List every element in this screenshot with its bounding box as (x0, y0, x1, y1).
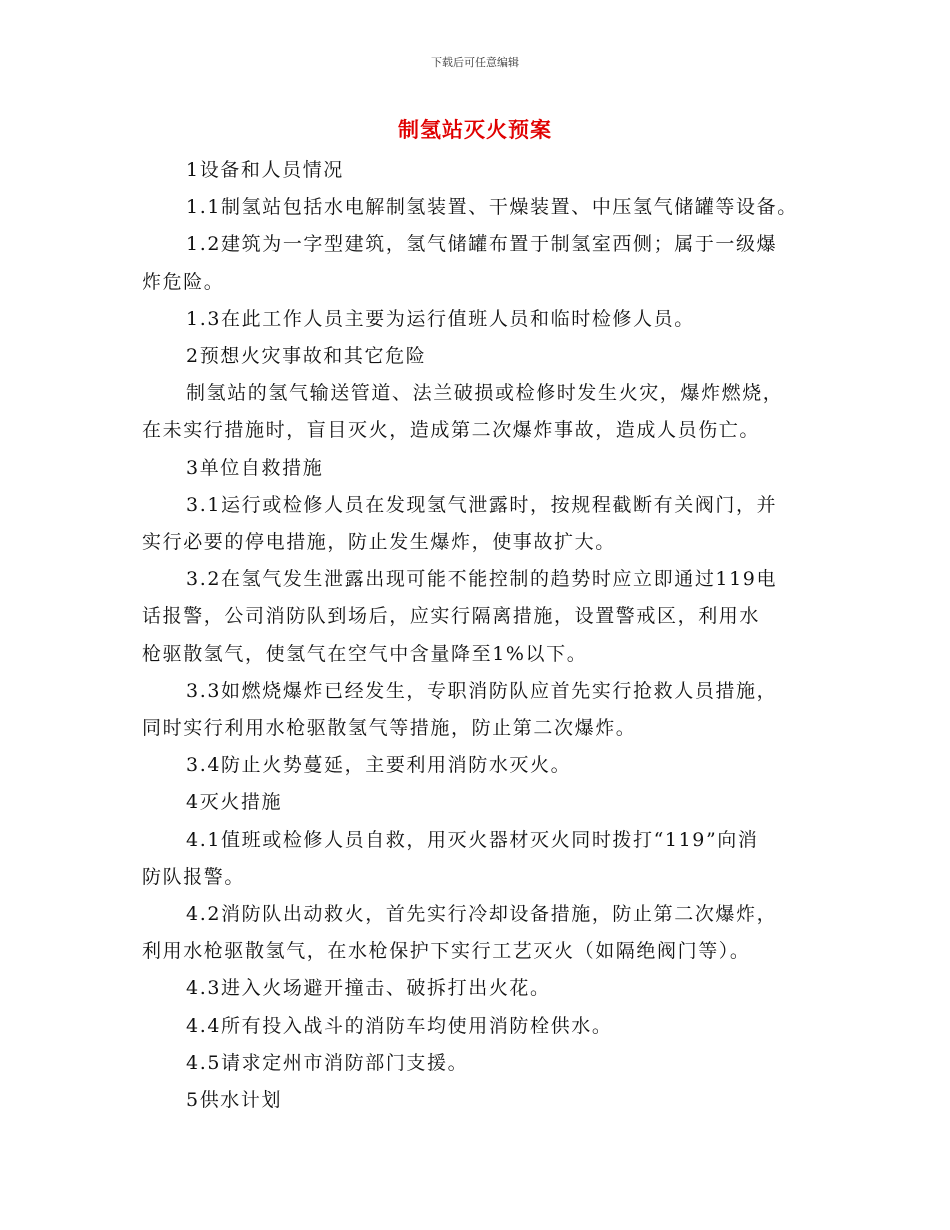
paragraph-line: 5供水计划 (186, 1089, 283, 1112)
paragraph-line: 3.3如燃烧爆炸已经发生，专职消防队应首先实行抢救人员措施， (186, 679, 778, 702)
paragraph-line: 4.4所有投入战斗的消防车均使用消防栓供水。 (186, 1014, 613, 1037)
paragraph-line: 话报警，公司消防队到场后，应实行隔离措施，设置警戒区，利用水 (142, 605, 761, 628)
paragraph-line: 2预想火灾事故和其它危险 (186, 345, 427, 368)
document-body (142, 152, 814, 1119)
document-title: 制氢站灭火预案 (398, 118, 552, 142)
paragraph-line: 3.2在氢气发生泄露出现可能不能控制的趋势时应立即通过119电 (186, 568, 778, 591)
paragraph-line: 4.1值班或检修人员自救，用灭火器材灭火同时拨打“119”向消 (186, 828, 759, 851)
paragraph-line: 4.2消防队出动救火，首先实行冷却设备措施，防止第二次爆炸， (186, 903, 778, 926)
paragraph-line: 4.3进入火场避开撞击、破拆打出火花。 (186, 977, 551, 1000)
paragraph-line: 1.2建筑为一字型建筑，氢气储罐布置于制氢室西侧；属于一级爆 (186, 233, 778, 256)
paragraph-line: 炸危险。 (142, 270, 225, 293)
paragraph-line: 在未实行措施时，盲目灭火，造成第二次爆炸事故，造成人员伤亡。 (142, 419, 761, 442)
paragraph-line: 利用水枪驱散氢气，在水枪保护下实行工艺灭火（如隔绝阀门等）。 (142, 940, 751, 963)
paragraph-line: 3单位自救措施 (186, 456, 324, 479)
paragraph-line: 1设备和人员情况 (186, 159, 344, 181)
paragraph-line: 4.5请求定州市消防部门支援。 (186, 1051, 469, 1074)
paragraph-line: 3.4防止火势蔓延，主要利用消防水灭火。 (186, 754, 572, 777)
paragraph-line: 1.3在此工作人员主要为运行值班人员和临时检修人员。 (186, 307, 695, 330)
paragraph-line: 制氢站的氢气输送管道、法兰破损或检修时发生火灾，爆炸燃烧， (186, 382, 784, 405)
paragraph-line: 枪驱散氢气，使氢气在空气中含量降至1%以下。 (142, 642, 588, 665)
paragraph-line: 实行必要的停电措施，防止发生爆炸，使事故扩大。 (142, 531, 616, 554)
paragraph-line: 同时实行利用水枪驱散氢气等措施，防止第二次爆炸。 (142, 717, 637, 740)
paragraph-line: 3.1运行或检修人员在发现氢气泄露时，按规程截断有关阀门，并 (186, 493, 778, 516)
header-note: 下载后可任意编辑 (431, 56, 519, 69)
paragraph-line: 4灭火措施 (186, 791, 283, 814)
paragraph-line: 防队报警。 (142, 865, 246, 888)
paragraph-line: 1.1制氢站包括水电解制氢装置、干燥装置、中压氢气储罐等设备。 (186, 196, 798, 219)
